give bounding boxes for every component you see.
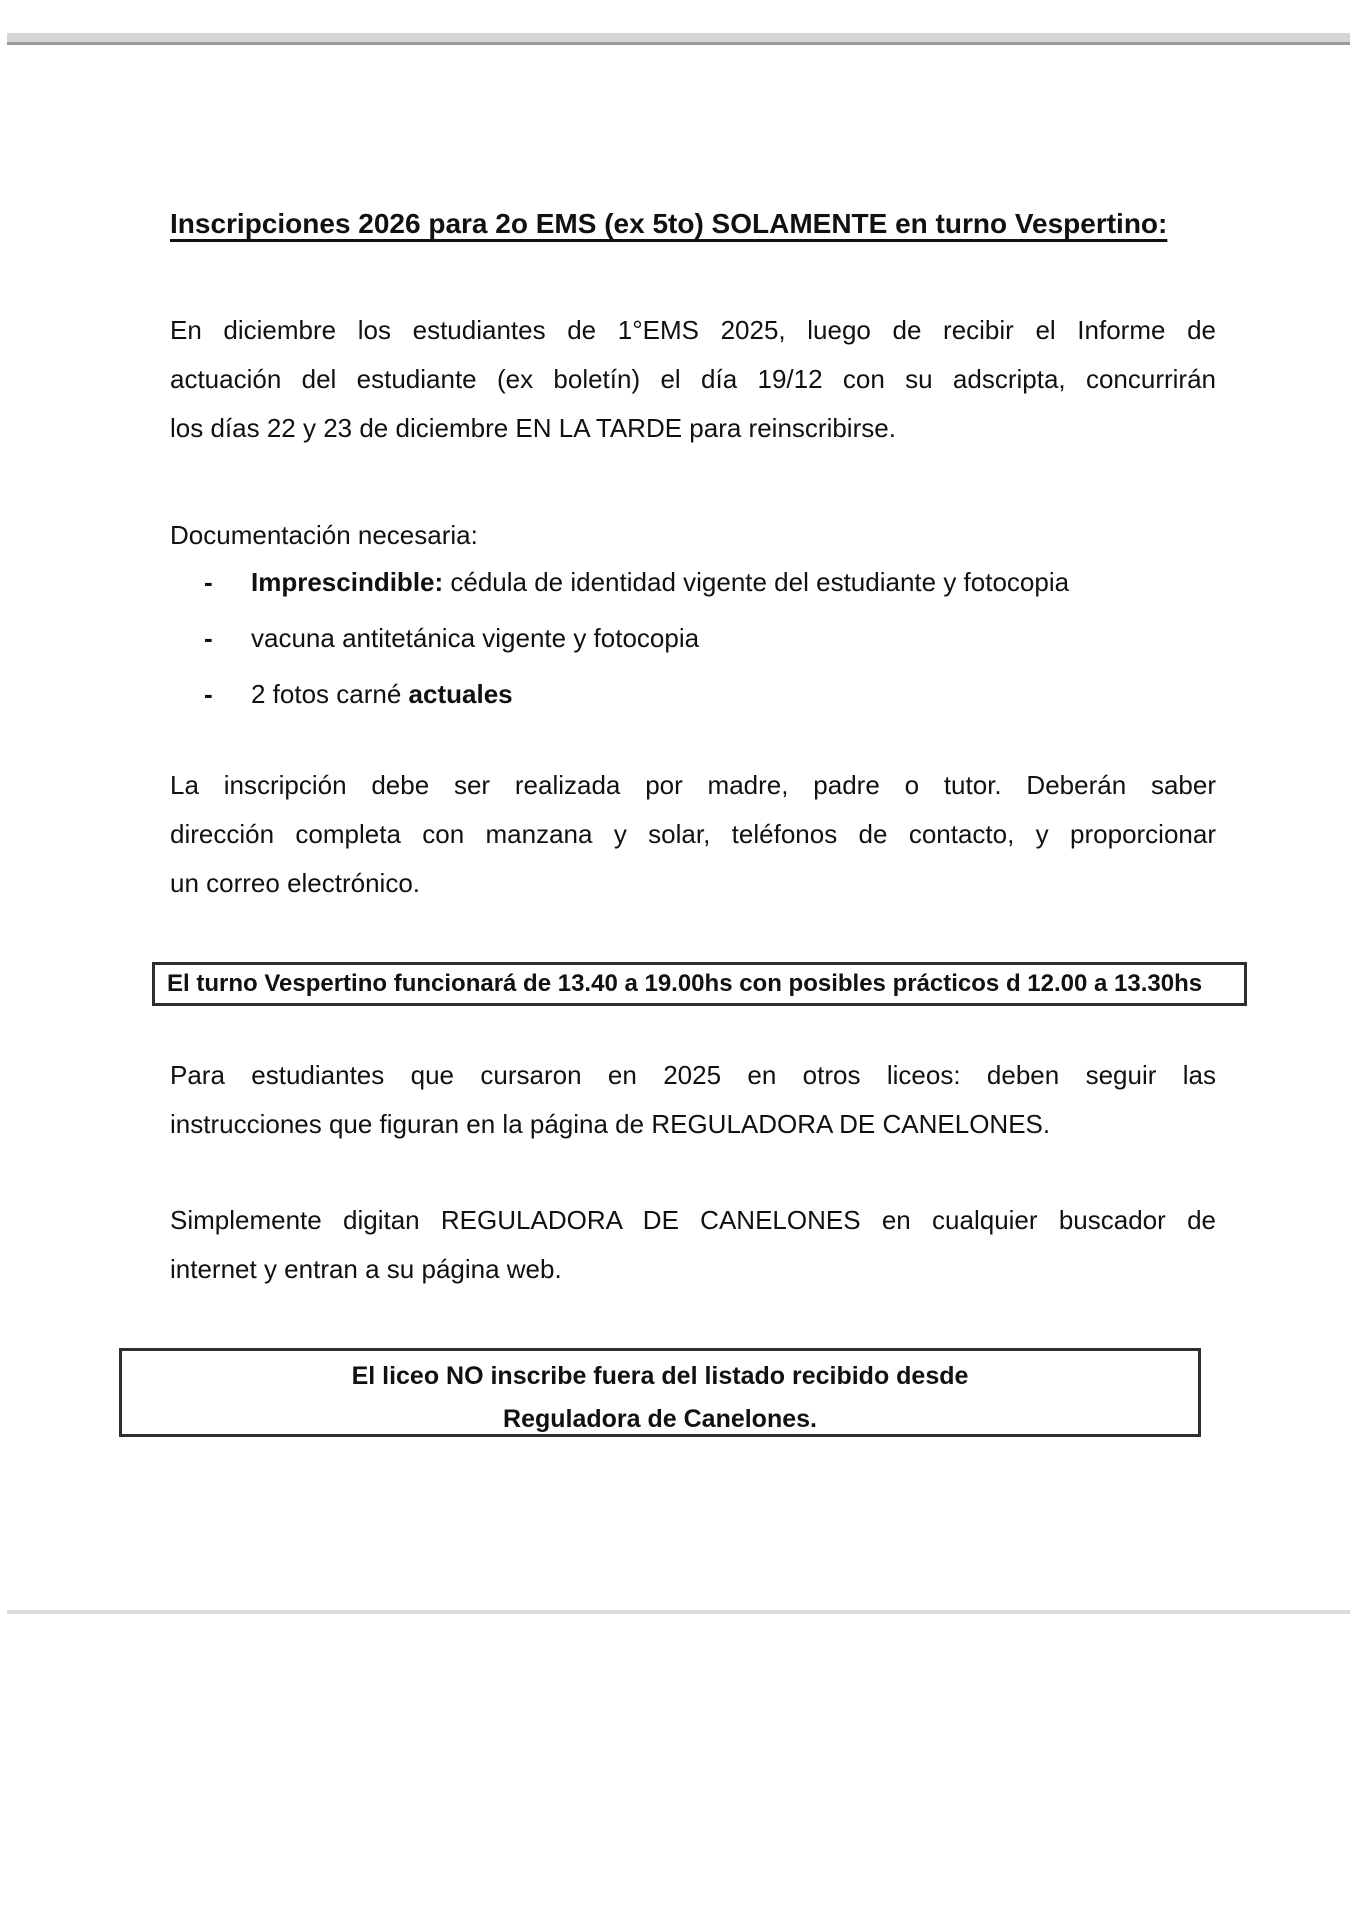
dash-bullet: - xyxy=(204,623,213,653)
paragraph-line: un correo electrónico. xyxy=(170,868,421,898)
no-enrollment-notice-box xyxy=(119,1348,1201,1437)
list-item-bold-label: actuales xyxy=(408,679,513,709)
bottom-separator-line xyxy=(7,1610,1350,1614)
list-item-text: 2 fotos carné xyxy=(251,679,409,709)
requirements-list xyxy=(170,558,1216,726)
notice-line: El liceo NO inscribe fuera del listado recibido desde xyxy=(351,1362,969,1390)
intro-paragraph xyxy=(170,306,1216,453)
list-item xyxy=(170,614,1216,663)
paragraph-line: internet y entran a su página web. xyxy=(170,1254,562,1284)
list-item-text: vacuna antitetánica vigente y fotocopia xyxy=(251,623,700,653)
paragraph-line: La inscripción debe ser realizada por madre, padre o tutor. Deberán saber xyxy=(170,770,1216,800)
schedule-notice-text: El turno Vespertino funcionará de 13.40 a 19.00hs con posibles prácticos d 12.00 a 13.30hs xyxy=(167,970,1203,997)
paragraph-line: En diciembre los estudiantes de 1°EMS 2025, luego de recibir el Informe de xyxy=(170,315,1216,345)
list-item xyxy=(170,558,1216,607)
page-title: Inscripciones 2026 para 2o EMS (ex 5to) SOLAMENTE en turno Vespertino: xyxy=(170,208,1168,239)
paragraph-line: Simplemente digitan REGULADORA DE CANELONES en cualquier buscador de xyxy=(170,1205,1216,1235)
schedule-notice-box xyxy=(152,962,1247,1006)
notice-line: Reguladora de Canelones. xyxy=(503,1405,817,1433)
list-item-bold-label: Imprescindible: xyxy=(251,567,444,597)
search-instructions-paragraph xyxy=(170,1196,1216,1294)
paragraph-line: dirección completa con manzana y solar, teléfonos de contacto, y proporcionar xyxy=(170,819,1216,849)
list-item xyxy=(170,670,1216,719)
list-item-text: cédula de identidad vigente del estudiante y fotocopia xyxy=(443,567,1070,597)
paragraph-line: los días 22 y 23 de diciembre EN LA TARDE para reinscribirse. xyxy=(170,413,896,443)
other-schools-paragraph xyxy=(170,1051,1216,1149)
enrollment-paragraph xyxy=(170,761,1216,908)
paragraph-line: Para estudiantes que cursaron en 2025 en otros liceos: deben seguir las xyxy=(170,1060,1216,1090)
top-separator-bar xyxy=(7,33,1350,45)
paragraph-line: instrucciones que figuran en la página de REGULADORA DE CANELONES. xyxy=(170,1109,1051,1139)
paragraph-line: actuación del estudiante (ex boletín) el día 19/12 con su adscripta, concurrirán xyxy=(170,364,1216,394)
requirements-heading: Documentación necesaria: xyxy=(170,520,478,550)
dash-bullet: - xyxy=(204,679,213,709)
dash-bullet: - xyxy=(204,567,213,597)
